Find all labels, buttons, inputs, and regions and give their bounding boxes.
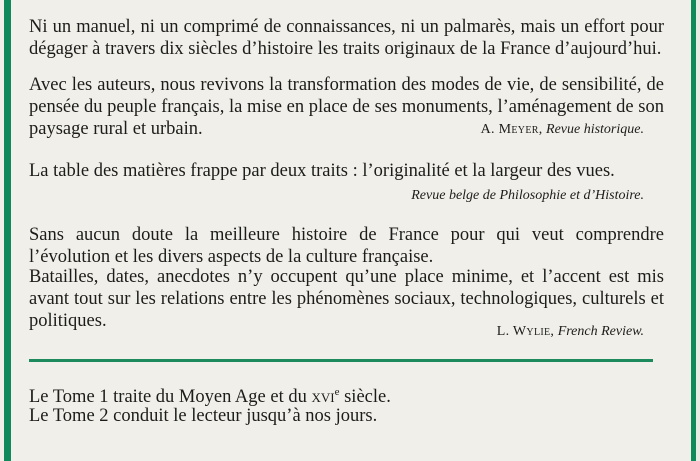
tome-1-text-end: siècle.	[339, 387, 391, 408]
paragraph-batailles: Batailles, dates, anecdotes n’y occupent qu’une place minime, et l’accent est mis avant tout sur les relations entre les phénomènes sociaux, technologiques, culturels et politiques.	[29, 267, 664, 331]
citation-author: L. Wylie,	[496, 324, 555, 339]
paragraph-table-matieres: La table des matières frappe par deux traits : l’originalité et la largeur des vues.	[29, 161, 615, 181]
paragraph-manuel: Ni un manuel, ni un comprimé de connaissances, ni un palmarès, mais un effort pour dégager à travers dix siècles d’histoire les traits originaux de la France d’aujourd’hui.	[29, 17, 664, 59]
citation-meyer	[481, 122, 644, 138]
citation-source: Revue belge de Philosophie et d’Histoire.	[411, 188, 644, 203]
paragraph-auteurs: Avec les auteurs, nous revivons la transformation des modes de vie, de sensibilité, de pensée du peuple français, la mise en place de ses monuments, l’aménagement de son paysage rural et urbain.	[29, 75, 664, 139]
tome-1-century: xvi	[311, 387, 335, 408]
tome-1-text: Le Tome 1 traite du Moyen Age et du	[29, 387, 312, 408]
citation-author: A. Meyer,	[480, 122, 543, 137]
citation-wylie	[497, 324, 644, 340]
citation-source: French Review.	[557, 324, 644, 339]
citation-source: Revue historique.	[546, 122, 644, 137]
divider-rule	[29, 359, 653, 362]
paragraph-meilleure-histoire: Sans aucun doute la meilleure histoire de France pour qui veut comprendre l’évolution et les divers aspects de la culture française.	[29, 225, 664, 267]
tome-1-superscript: e	[334, 386, 340, 398]
tome-2-line: Le Tome 2 conduit le lecteur jusqu’à nos jours.	[29, 406, 378, 426]
citation-revue-belge	[411, 188, 644, 204]
